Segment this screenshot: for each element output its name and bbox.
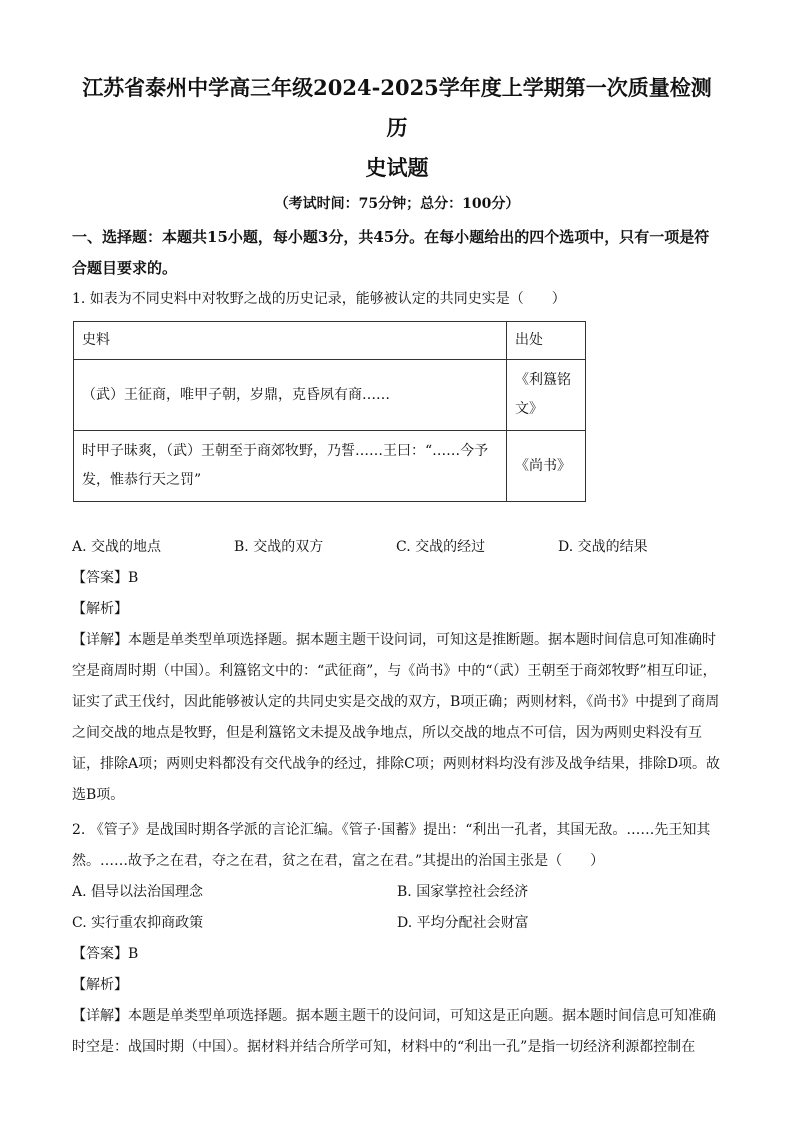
option-d: D. 交战的结果: [558, 539, 648, 555]
question-2-answer: 【答案】B: [72, 946, 139, 962]
question-2-stem: 2. 《管子》是战国时期各学派的言论汇编。《管子·国蓄》提出：“利出一孔者，其国无敌。……先王知其然。……故予之在君，夺之在君，贫之在君，富之在君。”其提出的治国主张是（ ）: [72, 822, 711, 869]
question-1-detail: 【详解】本题是单类型单项选择题。据本题主题干设问词，可知这是推断题。据本题时间信息可知准确时空是商周时期（中国）。利簋铭文中的：“武征商”，与《尚书》中的“（武）王朝至于商郊牧野”相互印证，证实了武王伐纣，因此能够被认定的共同史实是交战的双方，B项正确；两则材料，《尚书》中提到了商周之间交战的地点是牧野，但是利簋铭文未提及战争地点，所以交战的地点不可信，因为两则史料没有互证，排除A项；两则史料都没有交代战争的经过，排除C项；两则材料均没有涉及战争结果，排除D项。故选B项。: [72, 632, 721, 803]
table-header-row: [74, 322, 586, 360]
exam-info: （考试时间：75分钟；总分：100分）: [274, 196, 520, 212]
table-row: [74, 360, 586, 431]
question-2-options-row1: [72, 877, 722, 908]
document-page: [72, 0, 722, 1063]
option-b: B. 交战的双方: [234, 539, 324, 555]
option-c: C. 交战的经过: [396, 539, 486, 555]
question-2-detail: 【详解】本题是单类型单项选择题。据本题主题干的设问词，可知这是正向题。据本题时间信息可知准确时空是：战国时期（中国）。据材料并结合所学可知，材料中的“利出一孔”是指一切经济利源都控制在: [72, 1008, 716, 1055]
table-cell: （武）王征商，唯甲子朝，岁鼎，克昏夙有商……: [74, 360, 507, 431]
question-2-options-row2: [72, 908, 722, 939]
document-title-continued: 史试题: [365, 155, 429, 180]
option-c: C. 实行重农抑商政策: [72, 915, 204, 931]
table-cell: 时甲子昧爽，（武）王朝至于商郊牧野，乃誓……王曰：“……今予发，惟恭行天之罚”: [74, 431, 507, 502]
option-b: B. 国家掌控社会经济: [397, 884, 529, 900]
question-2-analysis-label: 【解析】: [72, 977, 128, 993]
option-d: D. 平均分配社会财富: [397, 915, 529, 931]
question-1-options: [72, 532, 722, 563]
question-1-analysis-label: 【解析】: [72, 601, 128, 617]
question-1-table: [73, 321, 586, 502]
document-title: 江苏省泰州中学高三年级2024-2025学年度上学期第一次质量检测历: [82, 75, 712, 140]
question-1-stem: 1. 如表为不同史料中对牧野之战的历史记录，能够被认定的共同史实是（ ）: [72, 291, 566, 307]
table-cell: 《尚书》: [507, 431, 586, 502]
table-header-cell: 出处: [507, 322, 586, 360]
section-heading: 一、选择题：本题共15小题，每小题3分，共45分。在每小题给出的四个选项中，只有一项是符合题目要求的。: [72, 228, 710, 277]
table-header-cell: 史料: [74, 322, 507, 360]
option-a: A. 倡导以法治国理念: [72, 884, 204, 900]
option-a: A. 交战的地点: [72, 539, 162, 555]
table-row: [74, 431, 586, 502]
table-cell: 《利簋铭文》: [507, 360, 586, 431]
question-1-answer: 【答案】B: [72, 570, 139, 586]
